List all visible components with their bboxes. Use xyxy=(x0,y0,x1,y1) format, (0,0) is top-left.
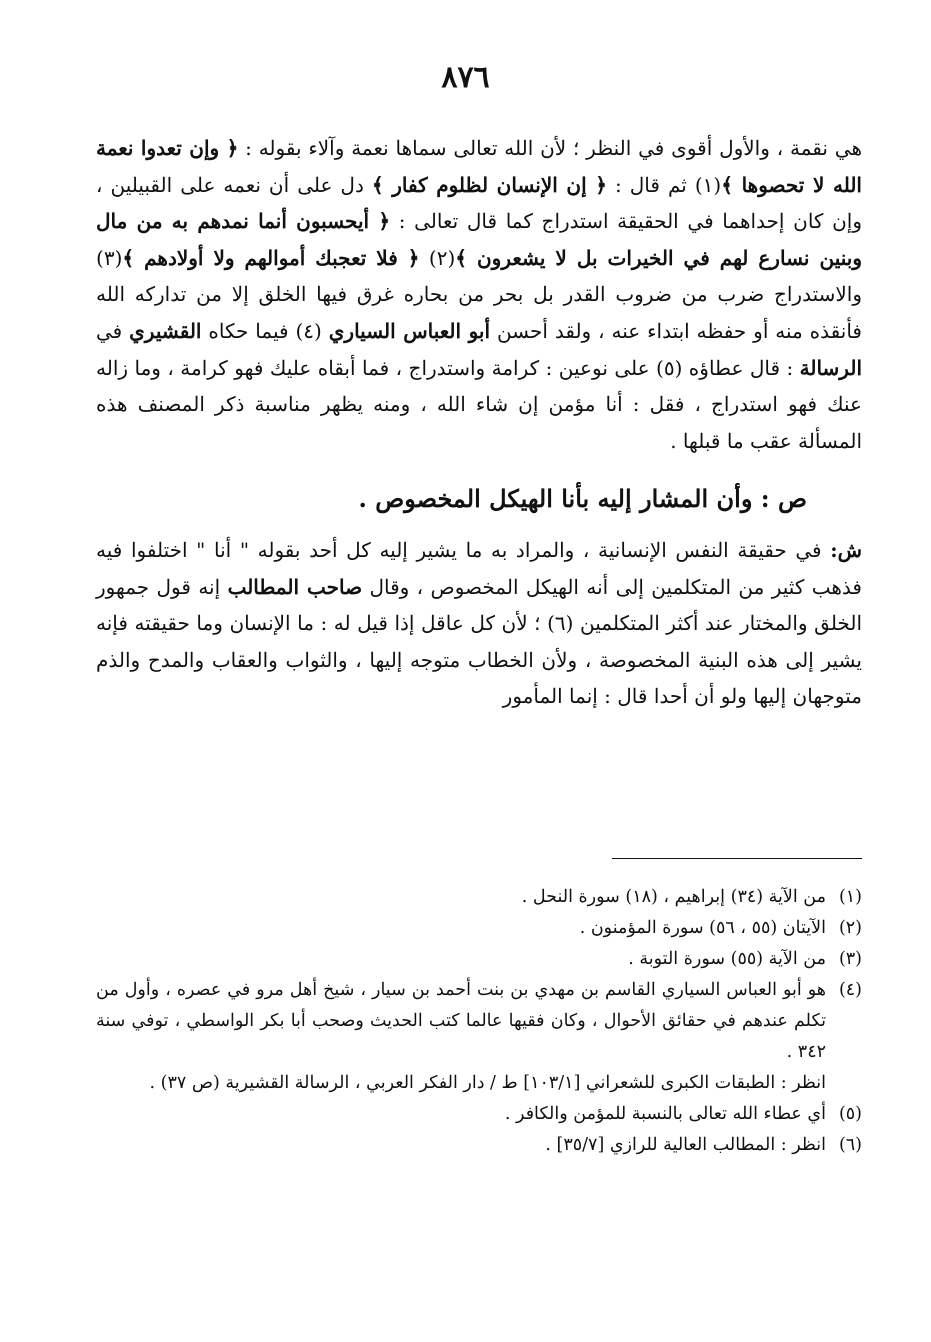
bold-text-run: ﴿ فلا تعجبك أموالهم ولا أولادهم ﴾ xyxy=(122,245,420,270)
footnote xyxy=(96,913,862,944)
footnote-line: انظر : المطالب العالية للرازي [٣٥/٧] . xyxy=(545,1135,826,1155)
bold-text-run: الرسالة xyxy=(799,355,862,380)
footnote-number: (٦) xyxy=(838,1135,862,1155)
page-number: ٨٧٦ xyxy=(441,60,490,95)
main-text xyxy=(96,130,862,715)
text-run: في حقيقة النفس الإنسانية ، والمراد به ما يشير إليه كل أحد بقوله " أنا " اختلفوا فيه فذهب كثير من المتكلمين إلى أنه الهيكل المخصوص ، وقال xyxy=(96,537,862,599)
footnote-number: (٥) xyxy=(838,1104,862,1124)
footnote-text xyxy=(96,882,826,913)
footnote xyxy=(96,882,862,913)
footnote xyxy=(96,975,862,1099)
text-run: : قال عطاؤه (٥) على نوعين : كرامة واستدراج ، فما أبقاه عليك فهو كرامة ، وما زاله عنك فهو استدراج ، فقل : أنا مؤمن إن شاء الله ، ومنه يظهر مناسبة ذكر المصنف هذه المسألة عقب ما قبلها . xyxy=(96,355,862,453)
footnote-number: (٢) xyxy=(838,918,862,938)
footnote-number: (١) xyxy=(838,887,862,907)
footnote-separator xyxy=(612,858,862,859)
footnote-line: هو أبو العباس السياري القاسم بن مهدي بن بنت أحمد بن سيار ، شيخ أهل مرو في عصره ، وأول من تكلم عندهم في حقائق الأحوال ، وكان فقيها عالما كتب الحديث وصحب أبا بكر الواسطي ، توفي سنة ٣٤٢ . xyxy=(96,980,826,1062)
footnote xyxy=(96,944,862,975)
footnote-text xyxy=(96,944,826,975)
footnote-line: من الآية (٥٥) سورة التوبة . xyxy=(628,949,826,969)
text-run: (٢) xyxy=(419,245,456,270)
bold-text-run: ﴿ إن الإنسان لظلوم كفار ﴾ xyxy=(371,172,608,197)
footnote-line: انظر : الطبقات الكبرى للشعراني [١٠٣/١] ط / دار الفكر العربي ، الرسالة القشيرية (ص ٣٧) . xyxy=(149,1073,826,1093)
bold-text-run: ﴿ وإن تعدوا نعمة الله لا تحصوها ﴾ xyxy=(96,136,862,197)
footnotes xyxy=(96,882,862,1161)
text-run: هي نقمة ، والأول أقوى في النظر ؛ لأن الله تعالى سماها نعمة وآلاء بقوله : xyxy=(238,136,862,160)
footnote-line: أي عطاء الله تعالى بالنسبة للمؤمن والكافر . xyxy=(504,1104,826,1124)
bold-text-run: ﴿ أيحسبون أنما نمدهم به من مال وبنين نسارع لهم في الخيرات بل لا يشعرون ﴾ xyxy=(96,209,862,270)
text-run: (٣) والاستدراج ضرب من ضروب القدر بل بحر من بحاره غرق فيها الخلق إلا من تداركه الله فأنقذه منه أو حفظه ابتداء عنه ، ولقد أحسن xyxy=(96,245,862,343)
text-run: (١) ثم قال : xyxy=(607,172,722,197)
footnote xyxy=(96,1099,862,1130)
footnote-number: (٤) xyxy=(838,980,862,1000)
footnote-text xyxy=(96,1099,826,1130)
footnote-text xyxy=(96,1130,826,1161)
bold-text-run: صاحب المطالب xyxy=(227,574,363,599)
section-heading: ص : وأن المشار إليه بأنا الهيكل المخصوص . xyxy=(358,484,807,514)
text-run: دل على أن نعمه على القبيلين ، وإن كان إحداهما في الحقيقة استدراج كما قال تعالى : xyxy=(96,172,862,234)
text-run: إنه قول جمهور الخلق والمختار عند أكثر المتكلمين (٦) ؛ لأن كل عاقل إذا قيل له : ما الإنسان وما حقيقته فإنه يشير إلى هذه البنية المخصوصة ، ولأن الخطاب متوجه إليها ، والثواب والعقاب والمدح والذم متوجهان إليها ولو أن أحدا قال : إنما المأمور xyxy=(96,574,862,709)
text-run: (٤) فيما حكاه xyxy=(201,318,329,343)
footnote-number: (٣) xyxy=(838,949,862,969)
paragraph-1 xyxy=(96,130,862,459)
footnote-line: الآيتان (٥٥ ، ٥٦) سورة المؤمنون . xyxy=(579,918,826,938)
footnote-text xyxy=(96,975,826,1099)
paragraph-2 xyxy=(96,532,862,715)
footnote xyxy=(96,1130,862,1161)
footnote-line: من الآية (٣٤) إبراهيم ، (١٨) سورة النحل . xyxy=(521,887,826,907)
bold-text-run: ش: xyxy=(830,537,862,562)
footnote-text xyxy=(96,913,826,944)
bold-text-run: أبو العباس السياري xyxy=(328,318,491,343)
bold-text-run: القشيري xyxy=(129,318,202,343)
text-run: في xyxy=(96,318,130,343)
